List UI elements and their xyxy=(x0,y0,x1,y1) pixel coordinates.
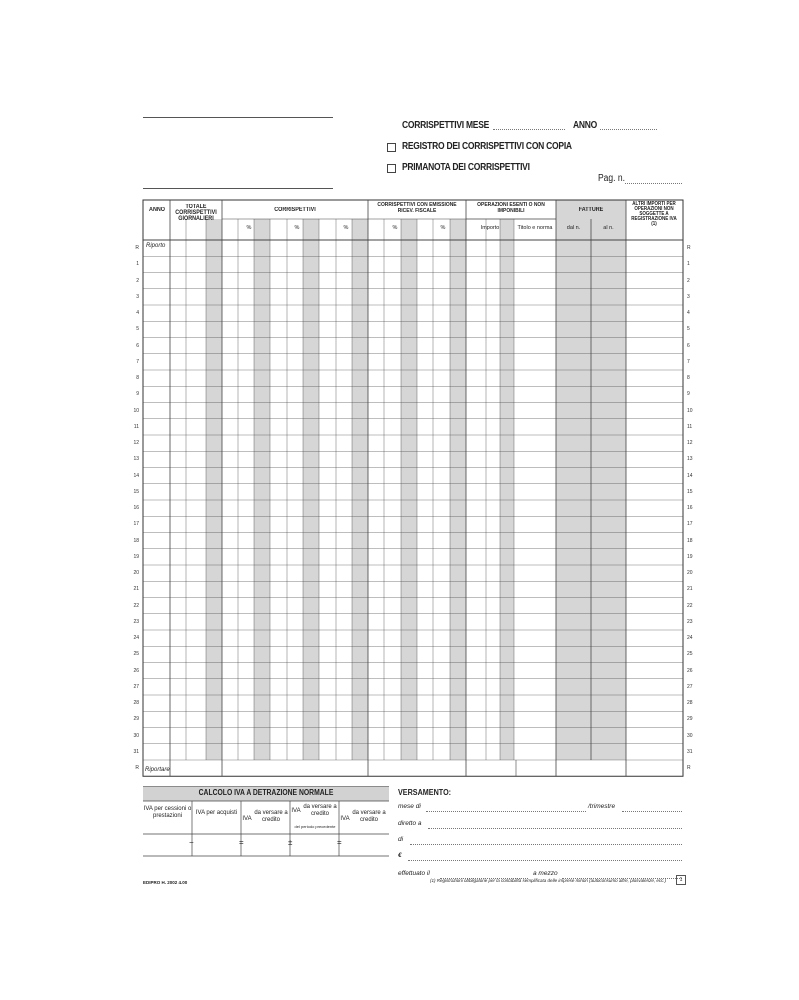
calcolo-col4-note: del periodo precedente xyxy=(294,824,336,829)
row-number-left: 22 xyxy=(133,602,139,609)
row-number-left: 15 xyxy=(133,488,139,495)
row-number-left: 28 xyxy=(133,700,139,706)
titolo-label: Titolo e norma xyxy=(517,225,553,231)
row-number-right: 27 xyxy=(687,683,693,690)
row-number-left: 13 xyxy=(133,456,139,463)
row-number-left: 21 xyxy=(133,586,139,593)
row-number-right: 21 xyxy=(687,586,693,593)
row-number-left: 12 xyxy=(133,440,139,446)
row-number-right: 5 xyxy=(687,326,690,333)
calcolo-col4-text: da versare a credito xyxy=(303,804,337,817)
row-number-right: 28 xyxy=(687,700,693,706)
row-number-right: 16 xyxy=(687,505,693,511)
versamento-title: VERSAMENTO: xyxy=(398,788,452,797)
row-number-left: 6 xyxy=(136,342,139,349)
row-number-right: 8 xyxy=(687,375,690,381)
al-label: al n. xyxy=(603,225,614,231)
row-number-left: 20 xyxy=(133,570,139,576)
row-number-right: 14 xyxy=(687,472,693,479)
col-anno-header: ANNO xyxy=(149,207,165,213)
pct-label-3: % xyxy=(343,225,349,231)
calcolo-title: CALCOLO IVA A DETRAZIONE NORMALE xyxy=(198,788,334,797)
row-number-right: 4 xyxy=(687,310,690,316)
row-number-right: 12 xyxy=(687,440,693,446)
equals-sign-2: = xyxy=(337,838,342,847)
registro-option-label: REGISTRO DEI CORRISPETTIVI CON COPIA xyxy=(402,141,572,152)
mese-di-field[interactable] xyxy=(426,811,586,812)
row-number-left: 16 xyxy=(133,505,139,511)
row-number-right: 30 xyxy=(687,732,693,739)
col-ricevuta-header: CORRISPETTIVI CON EMISSIONE RICEV. FISCALE xyxy=(377,202,457,214)
form-code: EDIPRO H. 2002 4.00 xyxy=(143,880,188,885)
pct-label-1: % xyxy=(246,225,252,231)
row-number-right: 1 xyxy=(687,261,690,268)
dal-label: dal n. xyxy=(566,225,581,231)
row-number-right: 10 xyxy=(687,407,693,414)
row-number-left: 5 xyxy=(136,326,139,333)
row-number-right: 2 xyxy=(687,277,690,284)
primanota-option-label: PRIMANOTA DEI CORRISPETTIVI xyxy=(402,162,530,173)
row-number-right: 20 xyxy=(687,570,693,576)
mezzo-label: a mezzo xyxy=(533,870,558,877)
plusminus-sign: ± xyxy=(288,838,293,847)
calcolo-col1: IVA per cessioni o prestazioni xyxy=(143,806,192,819)
row-number-left: 31 xyxy=(133,748,139,755)
pct-label-4: % xyxy=(392,225,398,231)
row-number-right: R xyxy=(687,245,691,251)
row-number-right: 13 xyxy=(687,456,693,463)
row-number-right: 25 xyxy=(687,651,693,658)
row-number-left: 26 xyxy=(133,667,139,674)
di-label: di xyxy=(398,836,404,843)
row-number-right: 24 xyxy=(687,635,693,641)
anno-label: ANNO xyxy=(573,120,598,131)
euro-field[interactable] xyxy=(408,860,682,861)
row-number-left: 2 xyxy=(136,277,139,284)
pct-label-2: % xyxy=(294,225,300,231)
row-number-right: 3 xyxy=(687,293,690,300)
col-corrispettivi-header: CORRISPETTIVI xyxy=(274,207,316,213)
row-number-right: 19 xyxy=(687,553,693,560)
effettuato-label: effettuato il xyxy=(398,870,430,877)
row-number-right: 23 xyxy=(687,618,693,625)
col-esenti-header: OPERAZIONI ESENTI O NON IMPONIBILI xyxy=(477,202,545,214)
row-number-left: 8 xyxy=(136,375,139,381)
row-number-right: R xyxy=(687,765,691,771)
row-number-left: 27 xyxy=(133,683,139,690)
row-number-left: 4 xyxy=(136,310,139,316)
row-number-right: 18 xyxy=(687,537,693,544)
diretto-label: diretto a xyxy=(398,820,422,827)
row-number-right: 6 xyxy=(687,342,690,349)
trimestre-label: /trimestre xyxy=(588,803,616,810)
equals-sign-1: = xyxy=(239,838,244,847)
minus-sign: − xyxy=(189,838,194,847)
row-number-left: 11 xyxy=(133,423,139,430)
corrispettivi-mese-label: CORRISPETTIVI MESE xyxy=(402,120,490,131)
row-number-right: 17 xyxy=(687,521,693,528)
row-number-left: 14 xyxy=(133,472,139,479)
col-altri-header: ALTRI IMPORTI PER OPERAZIONI NON SOGGETTE A REGISTRAZIONE IVA (1) xyxy=(631,201,677,227)
row-number-right: 29 xyxy=(687,716,693,723)
row-number-left: 24 xyxy=(133,635,139,641)
row-number-left: 17 xyxy=(133,521,139,528)
page-number-box: 1 xyxy=(676,875,686,885)
row-number-left: 30 xyxy=(133,732,139,739)
row-number-left: 18 xyxy=(133,537,139,544)
row-number-right: 15 xyxy=(687,488,693,495)
row-number-left: R xyxy=(135,765,139,771)
calcolo-col3-iva: IVA xyxy=(242,816,252,822)
calcolo-col3-text: da versare a credito xyxy=(254,810,288,823)
calcolo-col2: IVA per acquisti xyxy=(195,810,238,816)
di-field[interactable] xyxy=(410,844,682,845)
row-number-left: 19 xyxy=(133,553,139,560)
page-number-label: Pag. n. xyxy=(598,173,625,184)
row-number-right: 7 xyxy=(687,358,690,365)
row-number-right: 9 xyxy=(687,391,690,398)
riporto-label: Riporto xyxy=(146,243,166,249)
trimestre-field[interactable] xyxy=(622,811,682,812)
row-number-left: 10 xyxy=(133,407,139,414)
row-number-left: R xyxy=(135,245,139,251)
row-number-left: 7 xyxy=(136,358,139,365)
pct-label-5: % xyxy=(440,225,446,231)
importo-label: Importo xyxy=(480,225,500,231)
col-totale-header: TOTALE CORRISPETTIVI GIORNALIERI xyxy=(175,204,217,222)
row-number-right: 22 xyxy=(687,602,693,609)
calcolo-iva-table xyxy=(143,786,389,870)
row-number-right: 26 xyxy=(687,667,693,674)
row-number-left: 25 xyxy=(133,651,139,658)
row-number-right: 31 xyxy=(687,748,693,755)
row-number-right: 11 xyxy=(687,423,693,430)
calcolo-col4-iva: IVA xyxy=(291,808,301,814)
row-number-left: 1 xyxy=(136,261,139,268)
row-number-left: 23 xyxy=(133,618,139,625)
calcolo-col5-text: da versare a credito xyxy=(352,810,386,823)
row-number-left: 29 xyxy=(133,716,139,723)
col-fatture-header: FATTURE xyxy=(578,207,604,213)
mese-di-label: mese di xyxy=(398,803,421,810)
riportare-label: Riportare xyxy=(145,767,170,773)
calcolo-col5-iva: IVA xyxy=(340,816,350,822)
row-number-left: 3 xyxy=(136,293,139,300)
row-number-left: 9 xyxy=(136,391,139,398)
footnote: (1) Registrazioni obbligatorie per la contabilità semplificata delle imprese minori (autoconsumo altre, plusvalenze, ecc.) xyxy=(430,878,667,883)
diretto-field[interactable] xyxy=(428,828,682,829)
euro-label: € xyxy=(398,852,402,859)
